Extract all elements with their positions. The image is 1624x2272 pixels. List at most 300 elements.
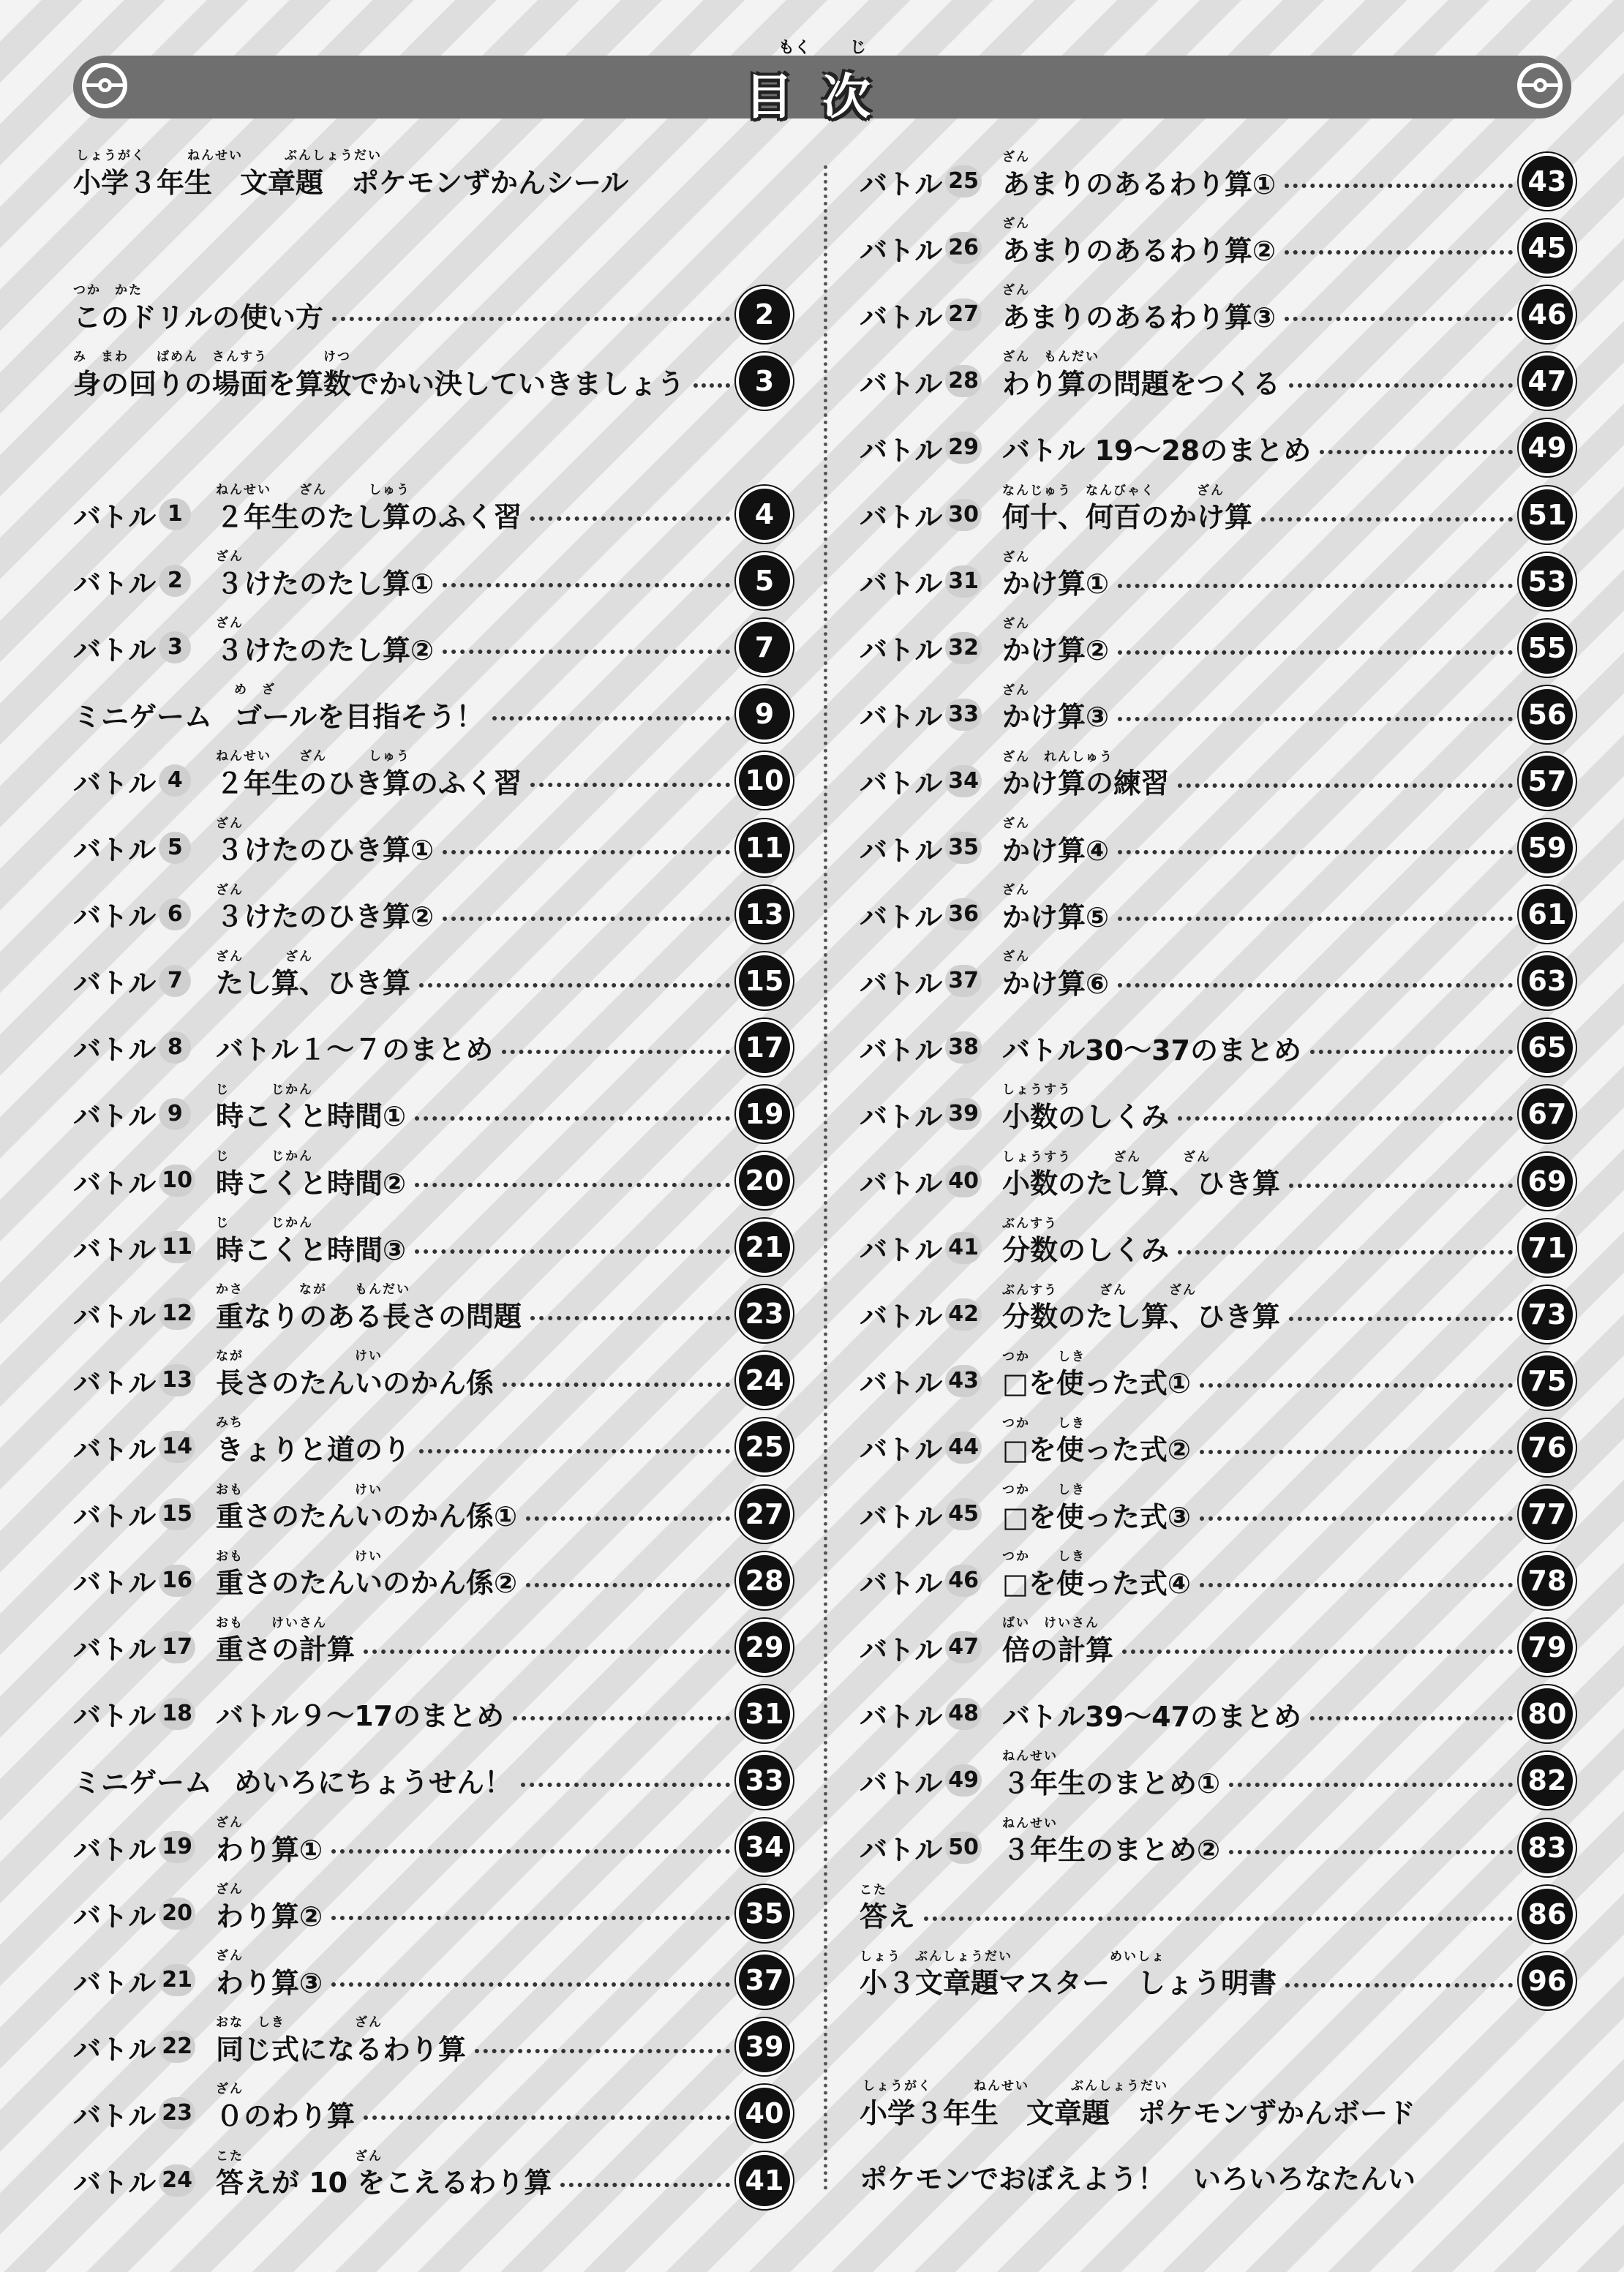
ruby: じ じかん	[216, 1216, 313, 1231]
ruby: ざん	[1002, 616, 1030, 631]
prefix-label: バトル	[73, 1500, 157, 1532]
units-heading	[860, 2147, 1573, 2205]
entry-prefix	[860, 295, 1002, 335]
entry-title: バトル９～17のまとめ	[216, 1700, 505, 1733]
toc-entry[interactable]	[73, 1685, 790, 1743]
ruby: ねんせい	[1002, 1749, 1058, 1764]
ruby: ねんせい	[1002, 1816, 1058, 1831]
title-banner	[73, 39, 1571, 125]
battle-number: 46	[945, 1565, 982, 1597]
prefix-label: バトル	[73, 1633, 157, 1666]
prefix-label: バトル	[860, 1234, 943, 1267]
entry-prefix	[73, 1960, 216, 2001]
toc-entry[interactable]	[860, 219, 1573, 277]
entry-title: かけ算⑤	[1002, 900, 1110, 933]
pokeball-icon	[82, 63, 127, 108]
page-title: 目次	[745, 69, 900, 125]
toc-entry[interactable]	[860, 1485, 1573, 1543]
ruby: なが けい	[216, 1349, 383, 1364]
toc-entry[interactable]	[73, 1218, 790, 1276]
prefix-label: バトル	[73, 900, 157, 933]
battle-number: 48	[945, 1698, 982, 1730]
ruby: しょうすう	[1002, 1083, 1072, 1098]
entry-title: 身の回りの場面を算数でかい決していきましょう	[73, 367, 685, 400]
battle-number: 29	[945, 432, 982, 464]
dot-leader	[513, 1716, 730, 1720]
entry-prefix	[73, 1560, 216, 1600]
entry-prefix	[860, 428, 1002, 468]
toc-entry[interactable]	[860, 418, 1573, 477]
ruby: かさ なが もんだい	[216, 1282, 410, 1298]
page-number-badge: 23	[739, 1288, 790, 1339]
toc-entry[interactable]	[73, 949, 790, 1010]
entry-title: かけ算④	[1002, 834, 1110, 867]
prefix-label: バトル	[860, 834, 943, 867]
toc-entry[interactable]	[860, 1018, 1573, 1077]
entry-title: 小数のたし算、ひき算	[1002, 1167, 1281, 1200]
entry-title: 倍の計算	[1002, 1633, 1114, 1666]
toc-entry[interactable]	[860, 152, 1573, 211]
toc-entry[interactable]	[860, 1818, 1573, 1877]
toc-entry[interactable]	[860, 1882, 1573, 1944]
ruby: ざん	[216, 882, 244, 898]
entry-prefix	[860, 1494, 1002, 1535]
toc-entry[interactable]	[73, 1551, 790, 1610]
dot-leader	[364, 2115, 730, 2120]
entry-title: かけ算③	[1002, 701, 1110, 734]
entry-prefix	[860, 1694, 1002, 1734]
entry-title: かけ算②	[1002, 634, 1110, 667]
battle-number: 7	[159, 965, 191, 997]
dot-leader	[503, 1383, 730, 1387]
dot-leader	[560, 2183, 730, 2187]
page-number-badge: 86	[1522, 1889, 1573, 1940]
prefix-label: バトル	[860, 634, 943, 667]
entry-prefix	[73, 628, 216, 668]
ruby: ざん	[1002, 682, 1030, 698]
toc-entry[interactable]	[860, 1751, 1573, 1810]
entry-prefix	[860, 761, 1002, 801]
toc-entry[interactable]	[73, 1818, 790, 1876]
entry-title: 長さのたんいのかん係	[216, 1366, 495, 1399]
entry-title: 重なりのある長さの問題	[216, 1300, 522, 1333]
entry-title: ３年生のまとめ①	[1002, 1767, 1221, 1799]
entry-prefix	[860, 561, 1002, 601]
battle-number: 8	[159, 1031, 191, 1064]
dot-leader	[1310, 1716, 1513, 1720]
entry-title: あまりのあるわり算②	[1002, 234, 1277, 267]
ruby: じ じかん	[216, 1082, 313, 1097]
toc-entry[interactable]	[860, 1085, 1573, 1143]
page-number-badge: 53	[1522, 556, 1573, 607]
dot-leader	[1118, 584, 1513, 588]
entry-title: かけ算⑥	[1002, 967, 1110, 1000]
toc-entry[interactable]	[73, 882, 790, 944]
prefix-label: バトル	[860, 501, 943, 533]
entry-title: かけ算①	[1002, 568, 1110, 601]
toc-entry[interactable]	[860, 1415, 1573, 1477]
page-number-badge: 27	[739, 1489, 790, 1540]
page-number-badge: 55	[1522, 622, 1573, 674]
prefix-label: バトル	[73, 967, 157, 1000]
entry-prefix	[73, 1894, 216, 1934]
toc-entry[interactable]	[73, 751, 790, 810]
page-number-badge: 29	[739, 1622, 790, 1673]
entry-prefix	[73, 1094, 216, 1134]
prefix-label: バトル	[73, 567, 157, 600]
page-number-badge: 61	[1522, 889, 1573, 940]
battle-number: 2	[159, 565, 191, 597]
entry-prefix	[860, 1361, 1002, 1401]
dot-leader	[419, 1449, 730, 1453]
dot-leader	[364, 1650, 730, 1654]
entry-title: □を使った式④	[1002, 1567, 1192, 1600]
battle-number: 35	[945, 832, 982, 864]
sticker-heading	[73, 148, 790, 209]
dot-leader	[1178, 783, 1513, 788]
toc-entry[interactable]	[860, 749, 1573, 810]
dot-leader	[1229, 1850, 1513, 1854]
battle-number: 40	[945, 1165, 982, 1197]
toc-entry[interactable]	[860, 616, 1573, 677]
dot-leader	[1285, 184, 1513, 188]
dot-leader	[443, 650, 730, 654]
entry-title: わり算①	[216, 1833, 323, 1866]
page-number-badge: 41	[739, 2155, 790, 2206]
page-number-badge: 37	[739, 1955, 790, 2006]
prefix-label: バトル	[73, 834, 157, 866]
entry-title: ３けたのひき算②	[216, 900, 435, 933]
battle-number: 33	[945, 699, 982, 731]
dot-leader	[924, 1916, 1513, 1921]
dot-leader	[331, 1982, 730, 1987]
toc-entry[interactable]	[860, 1149, 1573, 1211]
entry-title: □を使った式②	[1002, 1434, 1192, 1467]
dot-leader	[443, 917, 730, 921]
toc-entry[interactable]	[860, 949, 1573, 1010]
battle-number: 50	[945, 1832, 982, 1864]
page-number-badge: 40	[739, 2088, 790, 2139]
toc-entry[interactable]	[73, 1151, 790, 1210]
entry-title: 小３文章題マスター しょう明書	[860, 1967, 1277, 2000]
toc-entry[interactable]	[73, 816, 790, 877]
dot-leader	[415, 1249, 730, 1254]
toc-entry[interactable]	[860, 816, 1573, 877]
page-number-badge: 15	[739, 955, 790, 1007]
page-number-badge: 43	[1522, 156, 1573, 207]
toc-entry[interactable]	[73, 1615, 790, 1677]
entry-title: わり算②	[216, 1900, 323, 1933]
toc-entry[interactable]	[73, 1415, 790, 1476]
battle-number: 45	[945, 1498, 982, 1530]
ruby: ざん	[1002, 217, 1030, 232]
toc-entry[interactable]	[860, 885, 1573, 944]
entry-prefix	[73, 894, 216, 934]
ruby: ざん	[216, 1816, 244, 1830]
toc-entry[interactable]	[73, 1751, 790, 1810]
dot-leader	[1200, 1516, 1513, 1521]
toc-entry[interactable]	[860, 1551, 1573, 1610]
toc-entry[interactable]	[860, 1349, 1573, 1410]
page-number-badge: 78	[1522, 1555, 1573, 1606]
prefix-label: バトル	[860, 1434, 943, 1467]
page-number-badge: 82	[1522, 1755, 1573, 1806]
page-number-badge: 2	[739, 289, 790, 340]
battle-number: 15	[159, 1498, 195, 1530]
prefix-label: バトル	[860, 1034, 943, 1067]
entry-title: ３けたのたし算①	[216, 567, 435, 600]
toc-entry[interactable]	[73, 285, 790, 344]
prefix-label: バトル	[860, 701, 943, 734]
ruby: しょうがく ねんせい ぶんしょうだい	[862, 2079, 1168, 2094]
prefix-label: バトル	[860, 967, 943, 1000]
entry-prefix	[73, 1627, 216, 1667]
entry-title: わり算③	[216, 1966, 323, 1999]
entry-title: めいろにちょうせん！	[234, 1767, 513, 1799]
dot-leader	[1320, 450, 1513, 454]
entry-title: バトル30～37のまとめ	[1002, 1034, 1302, 1067]
toc-entry[interactable]	[73, 1351, 790, 1410]
page-number-badge: 10	[739, 755, 790, 806]
dot-leader	[443, 583, 730, 587]
page-number-badge: 47	[1522, 356, 1573, 407]
pokeball-icon	[1517, 63, 1563, 108]
entry-prefix	[860, 1227, 1002, 1268]
page-number-badge: 83	[1522, 1822, 1573, 1873]
battle-number: 22	[159, 2031, 195, 2063]
entry-title: □を使った式①	[1002, 1367, 1192, 1400]
toc-entry[interactable]	[860, 1685, 1573, 1743]
toc-entry[interactable]	[73, 1482, 790, 1543]
dot-leader	[693, 383, 730, 388]
page-number-badge: 56	[1522, 689, 1573, 740]
ruby: みち	[216, 1415, 244, 1431]
title-ruby	[745, 35, 900, 58]
title-ruby-2: じ	[850, 39, 867, 57]
prefix-label: バトル	[860, 1567, 943, 1600]
ruby: つか しき	[1002, 1483, 1086, 1497]
battle-number: 27	[945, 298, 982, 331]
entry-prefix	[860, 494, 1002, 535]
dot-leader	[331, 1849, 730, 1854]
toc-entry[interactable]	[73, 485, 790, 543]
prefix-label: バトル	[860, 767, 943, 800]
entry-title: ２年生のたし算のふく習	[216, 500, 522, 533]
entry-prefix	[860, 1427, 1002, 1467]
ruby: ねんせい ざん しゅう	[216, 483, 410, 497]
entry-prefix	[860, 1628, 1002, 1668]
entry-prefix	[73, 827, 216, 868]
ruby: なんじゅう なんびゃく ざん	[1002, 483, 1225, 498]
page-number-badge: 76	[1522, 1422, 1573, 1473]
dot-leader	[1118, 850, 1513, 854]
battle-number: 10	[159, 1165, 195, 1197]
entry-prefix	[860, 1827, 1002, 1867]
battle-number: 36	[945, 898, 982, 930]
battle-number: 18	[159, 1698, 195, 1730]
ruby: ざん	[1002, 816, 1030, 831]
battle-number: 49	[945, 1764, 982, 1797]
ruby: おも けいさん	[216, 1615, 327, 1630]
toc-entry[interactable]	[860, 352, 1573, 410]
toc-entry[interactable]	[73, 549, 790, 610]
prefix-label: バトル	[73, 1966, 157, 1999]
entry-prefix	[73, 1161, 216, 1201]
toc-entry[interactable]	[860, 1282, 1573, 1344]
ruby: つか しき	[1002, 1549, 1086, 1565]
ruby: ざん もんだい	[1002, 350, 1099, 365]
prefix-label: バトル	[73, 1567, 157, 1600]
entry-title: 時こくと時間③	[216, 1233, 407, 1266]
entry-prefix	[860, 828, 1002, 868]
toc-entry[interactable]	[73, 2148, 790, 2210]
page-number-badge: 73	[1522, 1289, 1573, 1340]
toc-entry[interactable]	[73, 1951, 790, 2009]
ruby: しょうすう ざん ざん	[1002, 1149, 1211, 1165]
dot-leader	[1178, 1250, 1513, 1255]
page-number-badge: 33	[739, 1755, 790, 1806]
entry-prefix	[860, 1561, 1002, 1601]
ruby: め ざ	[234, 682, 276, 698]
battle-number: 41	[945, 1232, 982, 1264]
entry-prefix	[73, 1693, 216, 1734]
toc-entry[interactable]	[860, 549, 1573, 611]
units-title: ポケモンでおぼえよう！ いろいろなたんい	[860, 2162, 1416, 2195]
entry-prefix	[73, 960, 216, 1001]
ruby: ざん	[1002, 549, 1030, 565]
page-number-badge: 19	[739, 1088, 790, 1140]
page-number-badge: 9	[739, 688, 790, 740]
entry-prefix	[73, 1027, 216, 1067]
ruby: ざん	[216, 549, 244, 565]
entry-prefix	[73, 2027, 216, 2067]
ruby: おも けい	[216, 1549, 383, 1564]
board-title: 小学３年生 文章題 ポケモンずかんボード	[860, 2096, 1416, 2129]
entry-prefix	[860, 961, 1002, 1001]
prefix-label: バトル	[860, 1767, 943, 1799]
toc-entry[interactable]	[860, 682, 1573, 744]
entry-title: たし算、ひき算	[216, 967, 411, 1000]
page-number-badge: 7	[739, 622, 790, 673]
page-number-badge: 35	[739, 1888, 790, 1939]
entry-prefix	[73, 1427, 216, 1467]
battle-number: 47	[945, 1631, 982, 1663]
toc-entry[interactable]	[73, 2084, 790, 2143]
ruby: ざん れんしゅう	[1002, 749, 1113, 764]
page-number-badge: 39	[739, 2021, 790, 2072]
ruby: ざん	[1002, 949, 1030, 965]
dot-leader	[331, 1916, 730, 1920]
entry-title: バトル１～７のまとめ	[216, 1034, 494, 1067]
toc-entry[interactable]	[860, 483, 1573, 544]
entry-title: 重さのたんいのかん係①	[216, 1500, 518, 1532]
page-number-badge: 28	[739, 1555, 790, 1606]
toc-entry[interactable]	[73, 618, 790, 677]
ruby: つか しき	[1002, 1415, 1086, 1431]
prefix-label: バトル	[73, 1700, 157, 1733]
battle-number: 25	[945, 165, 982, 198]
entry-prefix	[73, 1494, 216, 1534]
dot-leader	[415, 1183, 730, 1187]
toc-entry[interactable]	[860, 1618, 1573, 1677]
page-number-badge: 4	[739, 489, 790, 540]
page-number-badge: 67	[1522, 1088, 1573, 1140]
page-number-badge: 46	[1522, 289, 1573, 340]
dot-leader	[521, 1783, 730, 1787]
battle-number: 23	[159, 2097, 195, 2129]
page-number-badge: 69	[1522, 1156, 1573, 1207]
battle-number: 34	[945, 765, 982, 797]
toc-entry[interactable]	[73, 1082, 790, 1143]
battle-number: 4	[159, 764, 191, 797]
battle-number: 24	[159, 2164, 195, 2197]
toc-entry[interactable]	[860, 285, 1573, 344]
toc-entry[interactable]	[73, 1284, 790, 1343]
battle-number: 28	[945, 365, 982, 397]
page-number-badge: 49	[1522, 422, 1573, 473]
entry-title: 重さの計算	[216, 1633, 356, 1666]
prefix-label: バトル	[73, 1300, 157, 1333]
battle-number: 9	[159, 1098, 191, 1130]
entry-title: このドリルの使い方	[73, 301, 324, 334]
toc-entry[interactable]	[73, 1884, 790, 1943]
page-number-badge: 96	[1522, 1955, 1573, 2006]
dot-leader	[1310, 1050, 1513, 1054]
page-number-badge: 25	[739, 1421, 790, 1472]
entry-prefix	[860, 1294, 1002, 1334]
page-number-badge: 63	[1522, 955, 1573, 1007]
battle-number: 3	[159, 631, 191, 663]
prefix-label: バトル	[860, 568, 943, 601]
entry-title: ３けたのひき算①	[216, 834, 435, 866]
entry-title: 分数のしくみ	[1002, 1234, 1170, 1267]
ruby: ざん	[1002, 150, 1030, 165]
toc-entry[interactable]	[860, 1949, 1573, 2010]
prefix-label: バトル	[860, 434, 943, 467]
toc-entry[interactable]	[73, 682, 790, 743]
prefix-label: バトル	[73, 767, 157, 800]
prefix-label: バトル	[860, 1834, 943, 1866]
prefix-label: バトル	[73, 1233, 157, 1266]
column-divider	[824, 165, 827, 2192]
battle-number: 17	[159, 1631, 195, 1663]
dot-leader	[1178, 1116, 1513, 1121]
toc-entry[interactable]	[73, 1018, 790, 1077]
toc-entry[interactable]	[73, 2017, 790, 2076]
battle-number: 44	[945, 1432, 982, 1464]
prefix-label: バトル	[860, 1167, 943, 1200]
ruby: ざん	[216, 2082, 244, 2097]
prefix-label: バトル	[73, 1833, 157, 1866]
battle-number: 43	[945, 1365, 982, 1397]
entry-title: ゴールを目指そう！	[234, 700, 484, 733]
entry-prefix	[73, 1361, 216, 1401]
page-number-badge: 59	[1522, 822, 1573, 873]
page-number-badge: 11	[739, 822, 790, 873]
toc-entry[interactable]	[860, 1216, 1573, 1277]
prefix-label: バトル	[860, 367, 943, 400]
page-number-badge: 34	[739, 1821, 790, 1873]
page-number-badge: 57	[1522, 756, 1573, 807]
entry-prefix	[73, 761, 216, 801]
prefix-label: バトル	[73, 1366, 157, 1399]
toc-entry[interactable]	[73, 352, 790, 410]
dot-leader	[443, 850, 730, 854]
dot-leader	[332, 317, 730, 321]
prefix-label: バトル	[73, 1900, 157, 1933]
dot-leader	[1285, 317, 1513, 321]
dot-leader	[502, 1050, 730, 1054]
